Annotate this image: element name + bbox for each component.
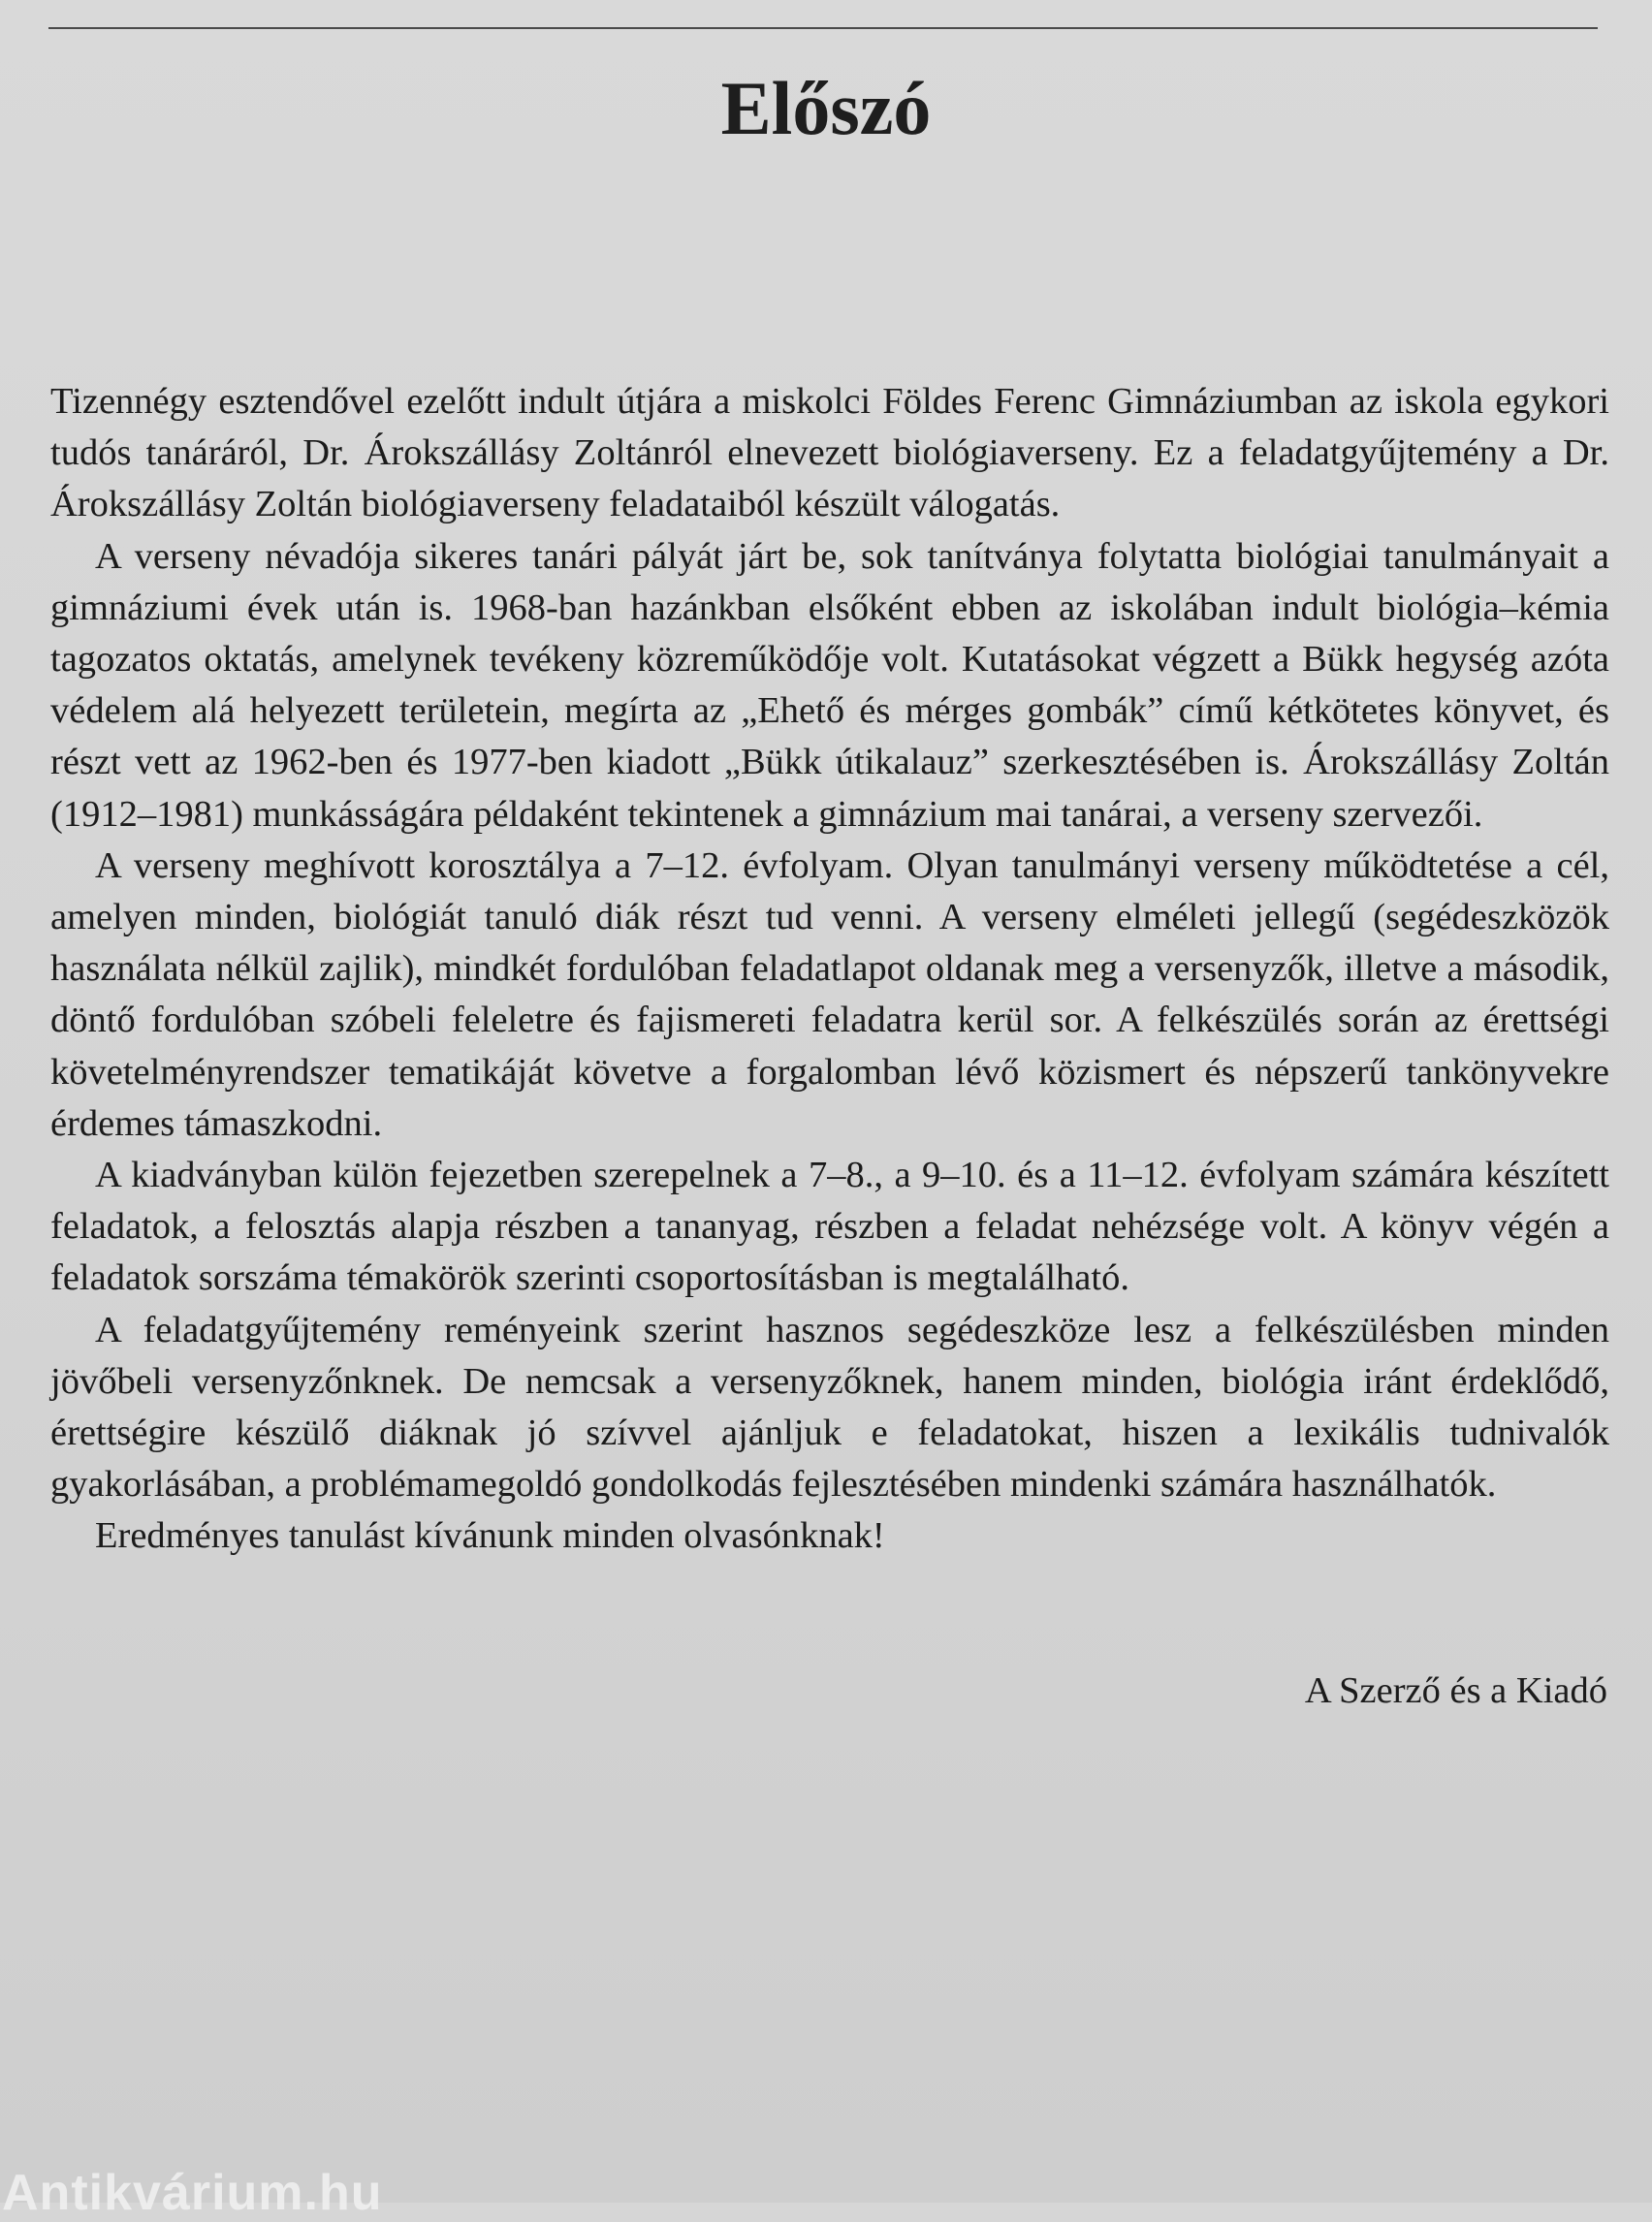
paragraph-4: A kiadványban külön fejezetben szerepelnek a 7–8., a 9–10. és a 11–12. évfolyam számára készített feladatok, a felosztás alapja részben a tananyag, részben a feladat nehézsége volt. A könyv végén a feladatok sorszáma témakörök szerinti csoportosításban is megtalálható. [50,1155,1609,1299]
preface-body [50,376,1609,1563]
top-rule [48,27,1598,29]
page-title: Előszó [720,66,932,150]
signature: A Szerző és a Kiadó [1304,1670,1607,1711]
watermark: Antikvárium.hu [2,2165,383,2221]
paragraph-1: Tizennégy esztendővel ezelőtt indult útjára a miskolci Földes Ferenc Gimnáziumban az iskola egykori tudós tanáráról, Dr. Árokszállásy Zoltánról elnevezett biológiaverseny. Ez a feladatgyűjtemény a Dr. Árokszállásy Zoltán biológiaverseny feladataiból készült válogatás. [50,381,1609,525]
paragraph-3: A verseny meghívott korosztálya a 7–12. évfolyam. Olyan tanulmányi verseny működtetése a cél, amelyen minden, biológiát tanuló diák részt tud venni. A verseny elméleti jellegű (segédeszközök használata nélkül zajlik), mindkét fordulóban feladatlapot oldanak meg a versenyzők, illetve a második, döntő fordulóban szóbeli feleletre és fajismereti feladatra kerül sor. A felkészülés során az érettségi követelményrendszer tematikáját követve a forgalomban lévő közismert és népszerű tankönyvekre érdemes támaszkodni. [50,844,1609,1144]
paragraph-5: A feladatgyűjtemény reményeink szerint hasznos segédeszköze lesz a felkészülésben minden jövőbeli versenyzőnknek. De nemcsak a versenyzőknek, hanem minden, biológia iránt érdeklődő, érettségire készülő diáknak jó szívvel ajánljuk e feladatokat, hiszen a lexikális tudnivalók gyakorlásában, a problémamegoldó gondolkodás fejlesztésében mindenki számára használhatók. [50,1309,1609,1506]
paragraph-2: A verseny névadója sikeres tanári pályát járt be, sok tanítványa folytatta biológiai tanulmányait a gimnáziumi évek után is. 1968-ban hazánkban elsőként ebben az iskolában indult biológia–kémia tagozatos oktatás, amelynek tevékeny közreműködője volt. Kutatásokat végzett a Bükk hegység azóta védelem alá helyezett területein, megírta az „Ehető és mérges gombák” című kétkötetes könyvet, és részt vett az 1962-ben és 1977-ben kiadott „Bükk útikalauz” szerkesztésében is. Árokszállásy Zoltán (1912–1981) munkásságára példaként tekintenek a gimnázium mai tanárai, a verseny szervezői. [50,535,1609,835]
paragraph-6: Eredményes tanulást kívánunk minden olvasónknak! [95,1515,885,1557]
